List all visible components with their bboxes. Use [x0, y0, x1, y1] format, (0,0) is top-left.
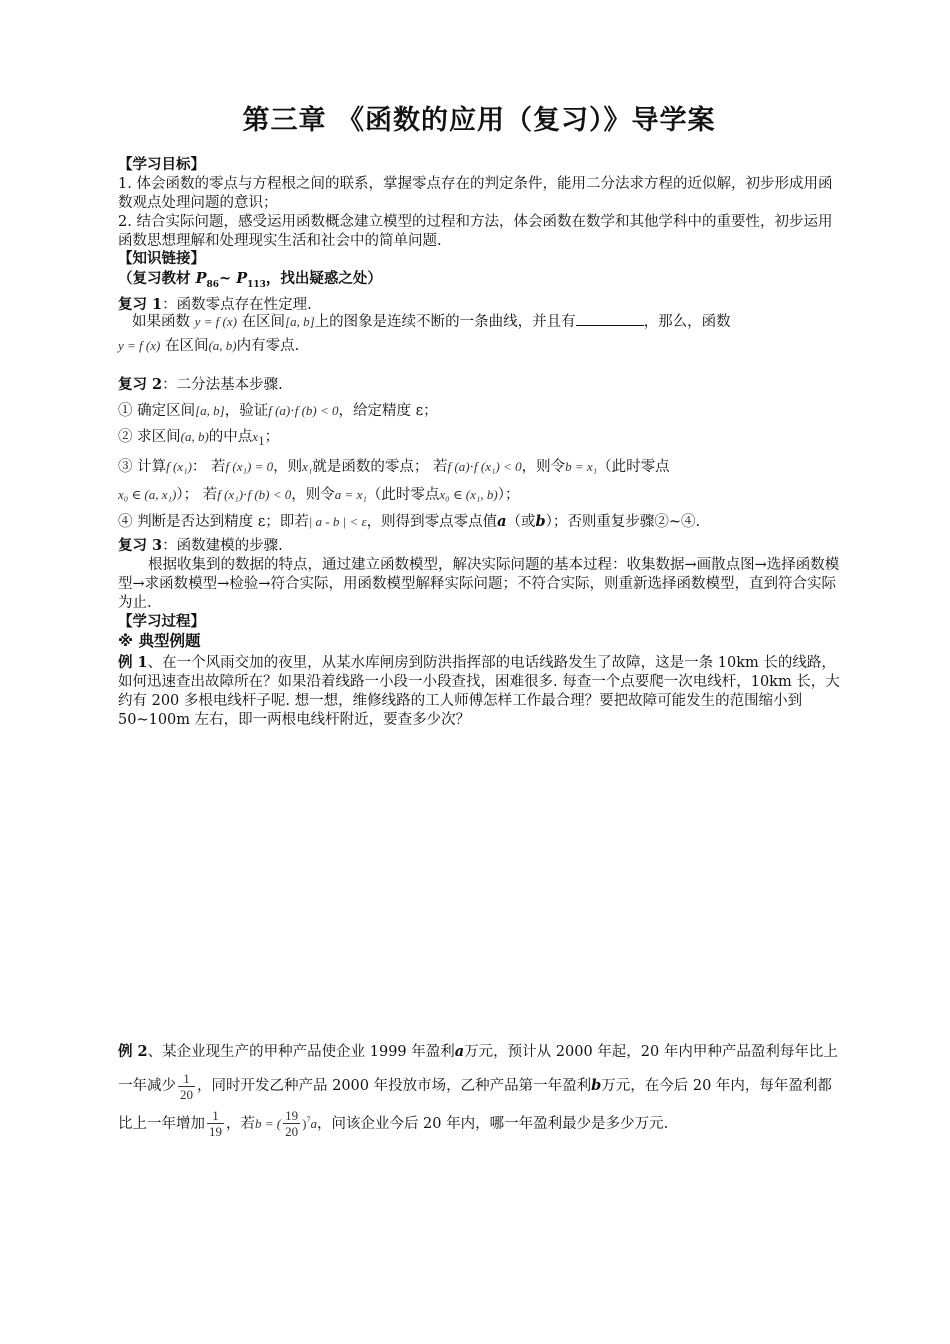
- s4c: ，则得到零点零点值: [366, 513, 498, 530]
- ex2-t5: ，若: [226, 1115, 255, 1132]
- ex2-t3: ，同时开发乙种产品 2000 年投放市场，乙种产品第一年盈利: [197, 1078, 592, 1094]
- s1c: ，验证: [224, 403, 269, 419]
- example2-label: 例 2: [118, 1043, 148, 1060]
- page-symbol-2: P: [236, 270, 248, 287]
- page-symbol: P: [195, 270, 207, 287]
- links-sub-post: ，找出疑惑之处）: [265, 270, 382, 287]
- fill-in-blank[interactable]: [576, 313, 644, 326]
- ex2-paren: ): [302, 1115, 307, 1131]
- review2-label: 复习 2: [118, 376, 163, 393]
- s3e: ，则: [273, 458, 303, 475]
- links-heading: 【知识链接】: [118, 251, 205, 267]
- step-1: [118, 398, 840, 424]
- s3s: ）；: [497, 486, 520, 503]
- page-from: 86: [206, 279, 219, 290]
- s3p: a = x₁: [334, 486, 367, 502]
- example1-label: 例 1: [118, 654, 148, 671]
- review3-title: [118, 536, 840, 556]
- s4d: a: [497, 512, 507, 530]
- s4f: b: [535, 512, 546, 530]
- s4g: ）；否则重复步骤②~④.: [545, 513, 701, 530]
- s3g: 就是函数的零点； 若: [312, 458, 448, 475]
- ex2-t1: 、某企业现生产的甲种产品使企业 1999 年盈利: [147, 1044, 455, 1060]
- s2d: x: [252, 429, 259, 444]
- review3-body: 根据收集到的数据的特点，通过建立函数模型，解决实际问题的基本过程：收集数据→画散点图→选择函数模型→求函数模型→检验→符合实际，用函数模型解释实际问题；不符合实际，则重新选择函数模型，直到符合实际为止.: [118, 557, 840, 611]
- review3-label: 复习 3: [118, 537, 163, 554]
- review3-title-text: ：函数建模的步骤.: [162, 538, 283, 554]
- frac2-den: 19: [209, 1124, 222, 1140]
- ex2-t2: 万元，预计从 2000 年起，20 年内甲种产品盈利每年比上一年减少: [118, 1044, 838, 1094]
- example-1: [118, 653, 840, 730]
- s1b: [a, b]: [195, 403, 225, 418]
- r1-t4: ，那么，函数: [643, 314, 731, 330]
- review2-title: [118, 372, 840, 398]
- s3l: x₀ ∈ (a, x₁): [118, 486, 177, 502]
- s3q: （此时零点: [366, 486, 440, 503]
- s2f: ；: [264, 429, 280, 445]
- knowledge-links: [118, 250, 840, 315]
- fraction-1-19: [207, 1108, 224, 1139]
- s3o: ，则令: [291, 486, 335, 503]
- example-2: [118, 1035, 840, 1141]
- s2a: ② 求区间: [118, 429, 181, 445]
- page-title: 第三章 《函数的应用（复习）》导学案: [242, 105, 716, 136]
- s3b: f (x₁): [166, 458, 192, 474]
- review1-label: 复习 1: [118, 295, 163, 313]
- s2b: (a, b): [180, 429, 209, 444]
- step-3: [118, 453, 840, 509]
- r1-formula-y2: y = f (x): [118, 338, 161, 353]
- s2c: 的中点: [208, 429, 253, 445]
- tilde: ~: [219, 270, 237, 287]
- review2-title-text: ：二分法基本步骤.: [162, 377, 283, 393]
- review1-body: [118, 310, 840, 358]
- review3-section: [118, 536, 840, 651]
- typical-examples-heading: ※ 典型例题: [118, 632, 201, 650]
- step-2: [118, 424, 840, 453]
- step-4: [118, 509, 840, 535]
- r1-t1: 如果函数: [132, 314, 190, 330]
- ex2-formula-a: a: [310, 1115, 317, 1131]
- process-heading: 【学习过程】: [118, 614, 205, 630]
- s3k: （此时零点: [597, 458, 670, 475]
- goal-item-2: 2. 结合实际问题，感受运用函数概念建立模型的过程和方法，体会函数在数学和其他学科中的重要性，初步运用函数思想理解和处理现实生活和社会中的简单问题.: [118, 214, 833, 249]
- review1-title-text: ：函数零点存在性定理.: [162, 296, 312, 313]
- frac1-num: 1: [178, 1071, 195, 1087]
- ex2-a: a: [454, 1043, 465, 1060]
- r1-t6: 内有零点.: [236, 338, 300, 354]
- s3r: x₀ ∈ (x₁, b): [439, 486, 498, 502]
- links-sub-pre: （复习教材: [118, 270, 196, 287]
- s1a: ① 确定区间: [118, 403, 196, 419]
- s3c: ： 若: [191, 458, 226, 475]
- learning-goals: [118, 156, 840, 251]
- s4e: （或: [506, 513, 536, 530]
- r1-formula-y: y = f (x): [194, 314, 237, 329]
- s2e: 1: [258, 432, 265, 448]
- ex2-t6: ，问该企业今后 20 年内，哪一年盈利最少是多少万元.: [316, 1115, 669, 1132]
- frac2-num: 1: [207, 1108, 224, 1124]
- ex2-exponent: 7: [306, 1115, 311, 1124]
- s3d: f (x₁) = 0: [225, 458, 274, 474]
- s4b: | a - b | < ε: [308, 513, 367, 529]
- s4a: ④ 判断是否达到精度 ε；即若: [118, 513, 309, 530]
- s1d: f (a)⋅f (b) < 0: [268, 403, 339, 418]
- r1-open-interval: (a, b): [208, 338, 237, 353]
- frac1-den: 20: [180, 1086, 193, 1102]
- ex2-formula-b: b = (: [255, 1115, 282, 1131]
- fraction-1-20: [178, 1071, 195, 1102]
- page-to: 113: [247, 279, 266, 290]
- links-subheading: [118, 269, 840, 295]
- fraction-19-20: [283, 1108, 300, 1139]
- s3j: b = x₁: [565, 458, 598, 474]
- s1e: ，给定精度 ε；: [338, 403, 438, 419]
- ex2-t4: 万元，在今后 20 年内，每年盈利都比上一年增加: [118, 1078, 832, 1132]
- s3i: ，则令: [521, 458, 566, 475]
- frac3-num: 19: [285, 1108, 299, 1124]
- s3n: f (x₁)⋅f (b) < 0: [217, 486, 292, 502]
- example1-body: 、在一个风雨交加的夜里，从某水库闸房到防洪指挥部的电话线路发生了故障，这是一条 10km 长的线路，如何迅速查出故障所在？如果沿着线路一小段一小段查找，困难很多. 每查一个点要爬一次电线杆，10km 长，大约有 200 多根电线杆子呢. 想一想，维修线路的工人师傅怎样工作最合理？要把故障可能发生的范围缩小到 50~100m 左右，即一两根电线杆附近，要查多少次？: [118, 655, 840, 728]
- r1-t3: 上的图象是连续不断的一条曲线，并且有: [314, 314, 576, 330]
- s3a: ③ 计算: [118, 458, 167, 475]
- frac3-den: 20: [285, 1124, 299, 1140]
- goal-item-1: 1. 体会函数的零点与方程根之间的联系，掌握零点存在的判定条件，能用二分法求方程的近似解，初步形成用函数观点处理问题的意识；: [118, 176, 833, 211]
- s3h: f (a)⋅f (x₁) < 0: [447, 458, 522, 474]
- goals-heading: 【学习目标】: [118, 157, 205, 173]
- s3m: ）； 若: [176, 486, 218, 503]
- r1-t5: 在区间: [164, 338, 209, 354]
- review2-section: [118, 372, 840, 535]
- r1-t2: 在区间: [241, 314, 286, 330]
- s3f: x₁: [302, 458, 313, 474]
- ex2-b: b: [591, 1077, 602, 1094]
- r1-interval: [a, b]: [285, 314, 315, 329]
